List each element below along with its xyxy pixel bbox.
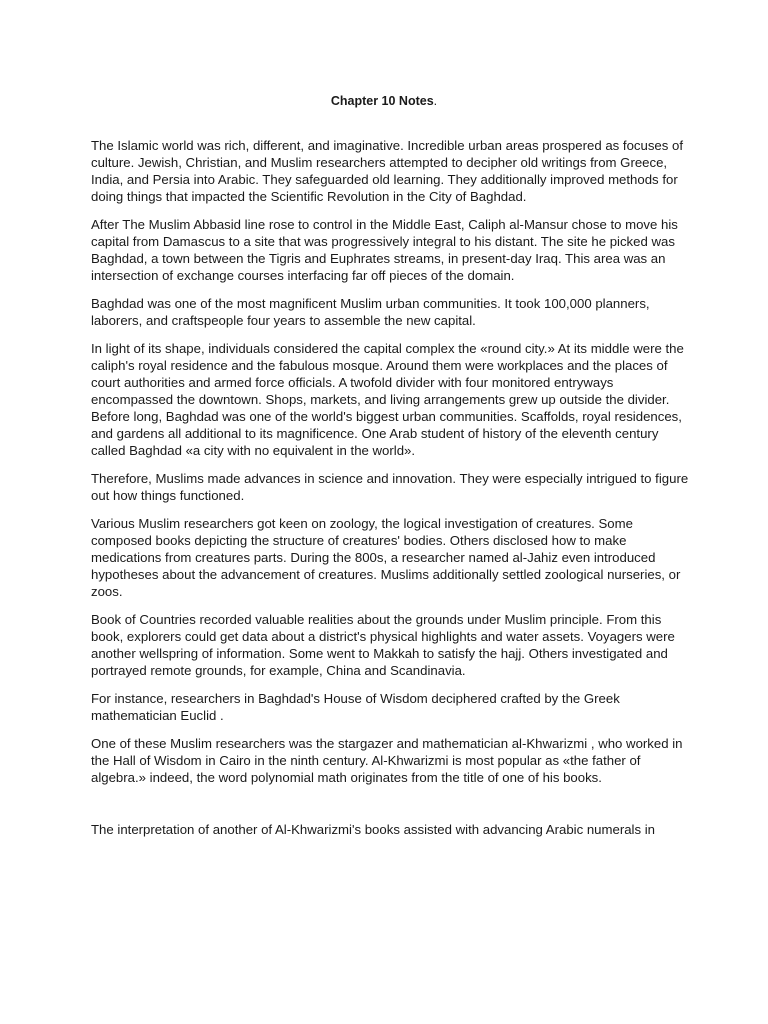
paragraph-8: For instance, researchers in Baghdad's House of Wisdom deciphered crafted by the Greek mathematician Euclid .	[91, 691, 620, 723]
page-title	[0, 93, 768, 109]
paragraph-5: Therefore, Muslims made advances in science and innovation. They were especially intrigued to figure out how things functioned.	[91, 471, 689, 503]
paragraph-6: Various Muslim researchers got keen on zoology, the logical investigation of creatures. Some composed books depicting the structure of creatures' bodies. Others disclosed how to make medications from creatures parts. During the 800s, a researcher named al-Jahiz even introduced hypotheses about the advancement of creatures. Muslims additionally settled zoological nurseries, or zoos.	[91, 516, 681, 599]
paragraph-4: In light of its shape, individuals considered the capital complex the «round city.» At its middle were the caliph's royal residence and the fabulous mosque. Around them were workplaces and the places of court authorities and armed force officials. A twofold divider with four monitored entryways encompassed the downtown. Shops, markets, and living arrangements grew up outside the divider. Before long, Baghdad was one of the world's biggest urban communities. Scaffolds, royal residences, and gardens all additional to its magnificence. One Arab student of history of the eleventh century called Baghdad «a city with no equivalent in the world».	[91, 341, 684, 458]
paragraph-2: After The Muslim Abbasid line rose to control in the Middle East, Caliph al-Mansur chose to move his capital from Damascus to a site that was progressively integral to his distant. The site he picked was Baghdad, a town between the Tigris and Euphrates streams, in present-day Iraq. This area was an intersection of exchange courses interfacing far off pieces of the domain.	[91, 217, 678, 283]
paragraph-7: Book of Countries recorded valuable realities about the grounds under Muslim principle. From this book, explorers could get data about a district's physical highlights and water assets. Voyagers were another wellspring of information. Some went to Makkah to satisfy the hajj. Others investigated and portrayed remote grounds, for example, China and Scandinavia.	[91, 612, 675, 678]
paragraph-9: One of these Muslim researchers was the stargazer and mathematician al-Khwarizmi , who worked in the Hall of Wisdom in Cairo in the ninth century. Al-Khwarizmi is most popular as «the father of algebra.» indeed, the word polynomial math originates from the title of one of his books.	[91, 736, 683, 785]
paragraph-3: Baghdad was one of the most magnificent Muslim urban communities. It took 100,000 planners, laborers, and craftspeople four years to assemble the new capital.	[91, 296, 650, 328]
document-body	[91, 137, 691, 849]
title-suffix: .	[433, 94, 438, 108]
paragraph-1: The Islamic world was rich, different, and imaginative. Incredible urban areas prospered as focuses of culture. Jewish, Christian, and Muslim researchers attempted to decipher old writings from Greece, India, and Persia into Arabic. They safeguarded old learning. They additionally improved methods for doing things that impacted the Scientific Revolution in the City of Baghdad.	[91, 138, 684, 204]
paragraph-10: The interpretation of another of Al-Khwarizmi's books assisted with advancing Arabic numerals in	[91, 822, 656, 837]
title-text: Chapter 10 Notes	[330, 94, 434, 108]
